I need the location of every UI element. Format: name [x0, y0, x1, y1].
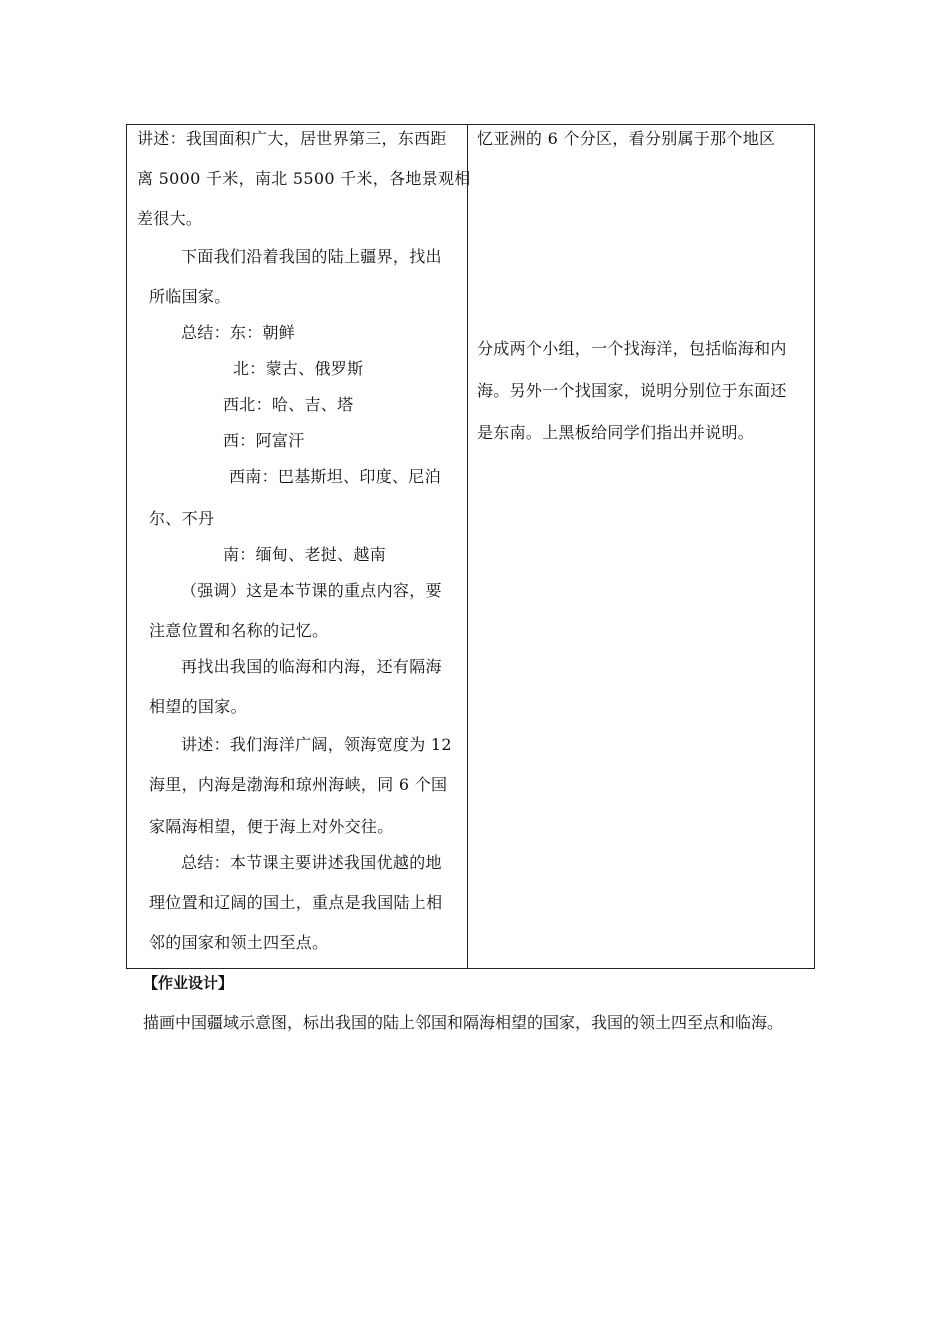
- left-line-4: 下面我们沿着我国的陆上疆界，找出: [181, 247, 442, 266]
- left-line-6: 总结：东：朝鲜: [181, 323, 296, 342]
- right-line-3: 海。另外一个找国家，说明分别位于东面还: [477, 381, 787, 400]
- left-line-19: 家隔海相望，便于海上对外交往。: [149, 817, 394, 836]
- left-line-16: 相望的国家。: [149, 697, 247, 716]
- left-line-17: 讲述：我们海洋广阔，领海宽度为 12: [181, 735, 452, 754]
- right-line-1: 忆亚洲的 6 个分区，看分别属于那个地区: [477, 129, 776, 148]
- left-line-7: 北：蒙古、俄罗斯: [233, 359, 364, 378]
- homework-heading: 【作业设计】: [143, 974, 234, 992]
- left-line-20: 总结：本节课主要讲述我国优越的地: [181, 853, 442, 872]
- right-line-2: 分成两个小组，一个找海洋，包括临海和内: [477, 339, 787, 358]
- homework-text: 描画中国疆域示意图，标出我国的陆上邻国和隔海相望的国家，我国的领土四至点和临海。: [143, 1013, 784, 1032]
- right-line-4: 是东南。上黑板给同学们指出并说明。: [477, 423, 755, 442]
- left-line-5: 所临国家。: [149, 287, 231, 306]
- left-line-13: （强调）这是本节课的重点内容，要: [181, 581, 442, 600]
- left-line-2: 离 5000 千米，南北 5500 千米，各地景观相: [137, 169, 471, 188]
- left-line-9: 西：阿富汗: [223, 431, 305, 450]
- left-line-12: 南：缅甸、老挝、越南: [223, 545, 387, 564]
- left-line-15: 再找出我国的临海和内海，还有隔海: [181, 657, 442, 676]
- left-line-11: 尔、不丹: [149, 509, 215, 528]
- left-line-21: 理位置和辽阔的国土，重点是我国陆上相: [149, 893, 443, 912]
- left-line-1: 讲述：我国面积广大，居世界第三，东西距: [137, 129, 447, 148]
- left-line-8: 西北：哈、吉、塔: [223, 395, 354, 414]
- left-line-10: 西南：巴基斯坦、印度、尼泊: [229, 467, 441, 486]
- left-line-14: 注意位置和名称的记忆。: [149, 621, 329, 640]
- column-divider: [467, 125, 468, 968]
- left-line-18: 海里，内海是渤海和琼州海峡，同 6 个国: [149, 775, 448, 794]
- lesson-table: [126, 124, 815, 969]
- left-line-3: 差很大。: [137, 209, 203, 228]
- left-line-22: 邻的国家和领土四至点。: [149, 933, 329, 952]
